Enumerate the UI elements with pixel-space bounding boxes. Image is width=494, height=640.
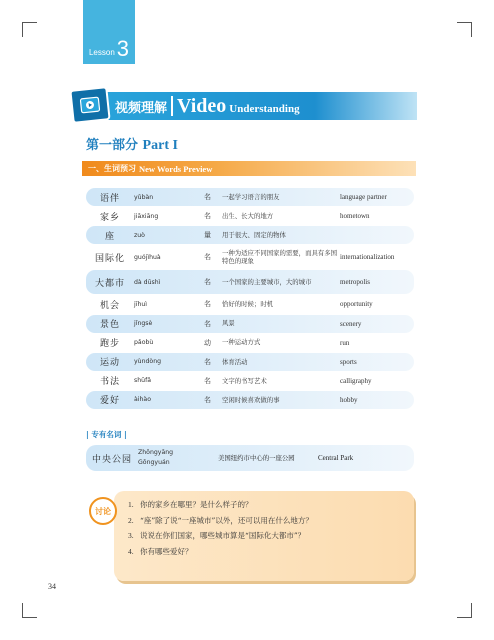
vocab-row xyxy=(86,226,414,244)
vocab-word: 家乡 xyxy=(99,212,120,223)
discussion-question xyxy=(128,544,408,560)
vocab-word: 书法 xyxy=(99,377,120,388)
vocab-definition: 用于很大、固定的物体 xyxy=(222,230,286,239)
vocab-table xyxy=(86,188,414,410)
vocab-word: 景色 xyxy=(99,320,120,331)
crop-mark-top-left xyxy=(22,22,37,37)
banner-divider xyxy=(171,96,173,116)
section-title-en-small: Understanding xyxy=(229,103,300,115)
vocab-word: 跑步 xyxy=(99,339,120,350)
question-text: 你的家乡在哪里？是什么样子的？ xyxy=(140,500,253,510)
vocab-pinyin: yǔbàn xyxy=(134,193,154,201)
vocab-row xyxy=(86,188,414,206)
vocab-english: internationalization xyxy=(340,253,395,262)
section-title-cn: 视频理解 xyxy=(115,100,168,116)
proper-pinyin xyxy=(138,448,218,468)
question-number: 1. xyxy=(128,500,134,510)
vocab-pos: 名 xyxy=(204,300,211,309)
vocab-pinyin: shūfǎ xyxy=(134,377,152,385)
vocab-row xyxy=(86,334,414,352)
vocab-pos: 名 xyxy=(204,395,211,404)
crop-mark-bottom-left xyxy=(22,603,37,618)
vocab-pinyin: yùndòng xyxy=(134,358,162,366)
vocab-english: sports xyxy=(340,357,357,366)
subsection-title-en: New Words Preview xyxy=(139,163,213,174)
vocab-pinyin: pǎobù xyxy=(134,339,154,347)
vocab-english: metropolis xyxy=(340,278,370,287)
vocab-pos: 名 xyxy=(204,193,211,201)
proper-pinyin-line2: Gōngyuán xyxy=(138,459,170,466)
vocab-english: run xyxy=(340,338,350,347)
vocab-word: 座 xyxy=(104,231,115,242)
question-number: 2. xyxy=(128,515,134,525)
proper-nouns-heading: | 专有名词 | xyxy=(86,430,127,439)
vocab-pos: 名 xyxy=(204,357,211,366)
proper-pinyin-line1: Zhōngyāng xyxy=(138,449,174,456)
video-player-icon xyxy=(69,86,110,124)
vocab-row xyxy=(86,207,414,225)
vocab-word: 机会 xyxy=(99,300,120,311)
vocab-english: scenery xyxy=(340,319,362,328)
vocab-pinyin: jīhuì xyxy=(134,300,148,308)
vocab-pinyin: jǐngsè xyxy=(134,320,153,328)
question-text: 你有哪些爱好？ xyxy=(140,546,193,556)
section-title-en: Video xyxy=(177,94,227,117)
vocab-definition: 一种运动方式 xyxy=(222,338,261,347)
question-number: 3. xyxy=(128,531,134,541)
vocab-definition: 风景 xyxy=(222,319,235,328)
vocab-pos: 名 xyxy=(204,253,211,262)
vocab-english: hobby xyxy=(340,395,358,404)
vocab-definition: 空闲时候喜欢做的事 xyxy=(222,395,280,404)
part-title-cn: 第一部分 xyxy=(86,138,139,153)
vocab-row xyxy=(86,353,414,371)
vocab-pinyin: jiāxiāng xyxy=(134,212,159,220)
crop-mark-top-right xyxy=(457,22,472,37)
vocab-pinyin: àihào xyxy=(134,396,152,404)
proper-word: 中央公园 xyxy=(91,454,132,465)
vocab-word: 大都市 xyxy=(94,278,125,289)
vocab-pos: 量 xyxy=(204,231,211,240)
vocab-pinyin: zuò xyxy=(134,231,145,239)
vocab-word: 爱好 xyxy=(99,396,120,407)
discussion-questions xyxy=(128,497,408,559)
vocab-word: 运动 xyxy=(99,358,120,369)
question-number: 4. xyxy=(128,546,134,556)
proper-definition: 美国纽约市中心的一座公园 xyxy=(218,453,295,462)
vocab-english: calligraphy xyxy=(340,376,372,385)
vocab-definition: 体育活动 xyxy=(222,357,248,366)
vocab-english: opportunity xyxy=(340,300,373,309)
question-text: “座”除了说“一座城市”以外，还可以用在什么地方？ xyxy=(140,515,313,525)
vocab-pos: 动 xyxy=(204,338,211,347)
vocab-english: language partner xyxy=(340,193,387,201)
vocab-pos: 名 xyxy=(204,376,211,385)
crop-mark-bottom-right xyxy=(457,603,472,618)
lesson-word: Lesson xyxy=(88,48,115,57)
vocab-definition: 一种为适应不同国家的需要，而具有多国特色的现象 xyxy=(222,248,338,266)
vocab-definition: 文字的书写艺术 xyxy=(222,376,267,385)
discussion-badge: 讨论 xyxy=(89,497,117,525)
discussion-question xyxy=(128,497,408,513)
lesson-tab xyxy=(83,0,135,64)
discussion-question xyxy=(128,528,408,544)
vocab-pos: 名 xyxy=(204,319,211,328)
vocab-definition: 一起学习语言的朋友 xyxy=(222,192,280,201)
discussion-question xyxy=(128,513,408,529)
vocab-row xyxy=(86,295,414,313)
subsection-title-cn: 一、生词预习 xyxy=(88,164,136,173)
vocab-pos: 名 xyxy=(204,278,211,287)
proper-noun-row xyxy=(86,445,414,471)
vocab-pos: 名 xyxy=(204,212,211,221)
vocab-row xyxy=(86,245,414,269)
vocab-row xyxy=(86,391,414,409)
vocab-pinyin: guójìhuà xyxy=(134,253,161,261)
proper-english: Central Park xyxy=(318,454,354,462)
lesson-number: 3 xyxy=(116,36,130,61)
part-title xyxy=(86,134,178,154)
subsection-banner xyxy=(82,161,416,176)
vocab-pinyin: dà dūshì xyxy=(134,278,161,286)
vocab-english: hometown xyxy=(340,212,370,221)
vocab-row xyxy=(86,270,414,294)
vocab-definition: 恰好的时候；时机 xyxy=(222,300,274,309)
vocab-row xyxy=(86,372,414,390)
vocab-row xyxy=(86,315,414,333)
question-text: 说说在你们国家，哪些城市算是“国际化大都市”？ xyxy=(140,531,306,541)
proper-nouns-label: 专有名词 xyxy=(91,430,122,439)
section-banner xyxy=(77,92,417,120)
vocab-word: 语伴 xyxy=(99,193,120,204)
vocab-definition: 一个国家的主要城市，大的城市 xyxy=(222,278,312,287)
vocab-word: 国际化 xyxy=(94,253,125,264)
vocab-definition: 出生、长大的地方 xyxy=(222,211,274,220)
part-title-en: Part I xyxy=(142,138,178,153)
page-number: 34 xyxy=(48,582,56,591)
